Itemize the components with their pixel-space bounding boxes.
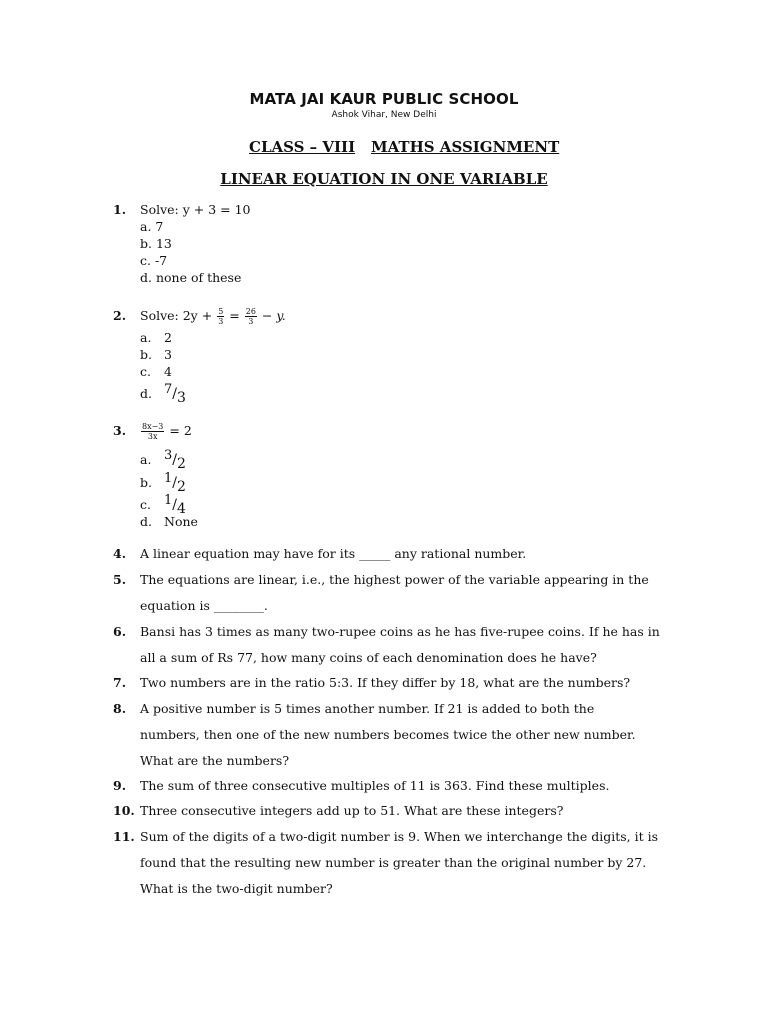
question-number: 6. <box>113 624 127 639</box>
school-name: MATA JAI KAUR PUBLIC SCHOOL <box>249 90 519 108</box>
q1-option-a: a. 7 <box>140 219 164 234</box>
question-line: Two numbers are in the ratio 5:3. If they differ by 18, what are the numbers? <box>140 675 631 690</box>
question-line: Three consecutive integers add up to 51. What are these integers? <box>140 803 564 818</box>
question-equation <box>140 418 192 444</box>
equation-suffix: = 2 <box>169 423 192 438</box>
class-label: CLASS – VIII <box>249 138 356 156</box>
q1-option-b: b. 13 <box>140 236 172 251</box>
fraction-slash: / <box>172 497 177 513</box>
numerator: 5 <box>218 307 224 316</box>
question-line: A positive number is 5 times another number. If 21 is added to both the <box>140 701 595 716</box>
option-letter: b. <box>140 475 152 490</box>
denominator: 2 <box>177 456 186 472</box>
option-letter: c. <box>140 364 151 379</box>
denominator: 3 <box>177 390 186 406</box>
fraction-slash: / <box>172 452 177 468</box>
question-number: 11. <box>113 829 135 844</box>
numerator: 3 <box>164 448 173 463</box>
numerator: 1 <box>164 493 173 508</box>
option-letter: d. <box>140 386 152 401</box>
q2-option-b <box>140 346 172 363</box>
option-value: 3 <box>164 347 172 362</box>
question-line: all a sum of Rs 77, how many coins of each denomination does he have? <box>140 650 597 665</box>
option-letter: b. <box>140 347 152 362</box>
option-value: 4 <box>164 364 172 379</box>
q2-option-a <box>140 329 172 346</box>
option-letter: a. <box>140 330 152 345</box>
fraction <box>245 307 257 326</box>
question-number: 7. <box>113 675 127 690</box>
question-number: 10. <box>113 803 135 818</box>
fraction <box>217 307 224 326</box>
denominator: 3 <box>248 317 254 326</box>
q1-option-d: d. none of these <box>140 270 242 285</box>
option-value: 2 <box>164 330 172 345</box>
q3-option-d <box>140 513 198 530</box>
numerator: 26 <box>245 307 256 316</box>
question-line: Sum of the digits of a two-digit number is 9. When we interchange the digits, it is <box>140 829 659 844</box>
question-line: What is the two-digit number? <box>140 881 333 896</box>
question-number: 9. <box>113 778 127 793</box>
q2-option-c <box>140 363 172 380</box>
numerator: 1 <box>164 471 173 486</box>
question-number: 3. <box>113 423 127 438</box>
question-number: 1. <box>113 202 127 217</box>
denominator: 3x <box>147 432 158 441</box>
question-number: 2. <box>113 308 127 323</box>
denominator: 2 <box>177 479 186 495</box>
equation-prefix: Solve: 2y + <box>140 308 213 323</box>
q2-option-d <box>140 381 186 407</box>
fraction-slash: / <box>172 475 177 491</box>
question-line: A linear equation may have for its _____ any rational number. <box>140 546 527 561</box>
question-line: The sum of three consecutive multiples of 11 is 363. Find these multiples. <box>140 778 610 793</box>
question-line: The equations are linear, i.e., the highest power of the variable appearing in the <box>140 572 649 587</box>
question-line: found that the resulting new number is greater than the original number by 27. <box>140 855 647 870</box>
denominator: 4 <box>177 501 186 517</box>
option-value: None <box>164 514 198 529</box>
equals-sign: = <box>229 308 240 323</box>
question-equation <box>140 303 286 329</box>
school-address: Ashok Vihar, New Delhi <box>331 110 437 120</box>
assignment-label: MATHS ASSIGNMENT <box>371 138 560 156</box>
equation-suffix: − y. <box>261 308 286 323</box>
question-number: 4. <box>113 546 127 561</box>
question-line: equation is ________. <box>140 598 268 613</box>
question-number: 5. <box>113 572 127 587</box>
numerator: 8x−3 <box>142 422 164 431</box>
q1-option-c: c. -7 <box>140 253 168 268</box>
option-letter: a. <box>140 452 152 467</box>
question-line: numbers, then one of the new numbers becomes twice the other new number. <box>140 727 636 742</box>
question-number: 8. <box>113 701 127 716</box>
denominator: 3 <box>218 317 224 326</box>
fraction-value <box>164 381 186 407</box>
option-letter: c. <box>140 497 151 512</box>
fraction <box>141 422 164 441</box>
option-letter: d. <box>140 514 152 529</box>
question-text: Solve: y + 3 = 10 <box>140 202 251 217</box>
question-line: Bansi has 3 times as many two-rupee coins as he has five-rupee coins. If he has in <box>140 624 660 639</box>
numerator: 7 <box>164 382 173 397</box>
topic-title: LINEAR EQUATION IN ONE VARIABLE <box>220 170 548 188</box>
question-line: What are the numbers? <box>140 753 290 768</box>
fraction-slash: / <box>172 386 177 402</box>
